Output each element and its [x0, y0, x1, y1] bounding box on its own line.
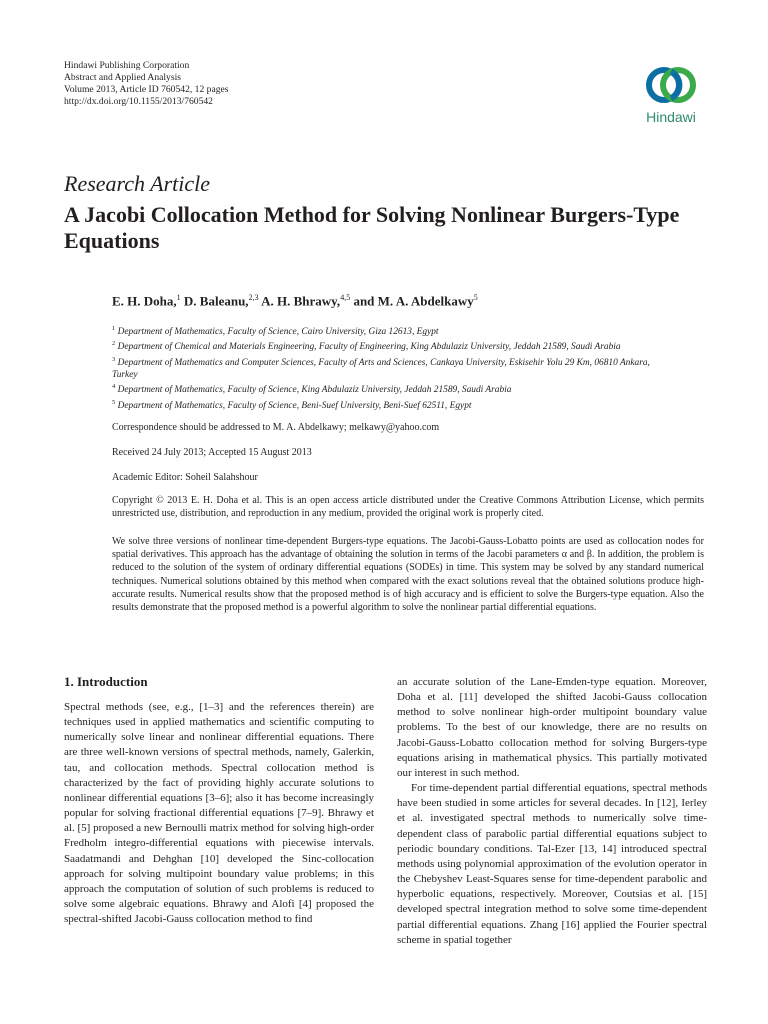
affiliation-number: 2 [112, 340, 116, 348]
received-dates: Received 24 July 2013; Accepted 15 August 2013 [112, 447, 312, 458]
affiliation-number: 4 [112, 383, 116, 391]
affiliation-number: 5 [112, 398, 116, 406]
academic-editor: Academic Editor: Soheil Salahshour [112, 472, 258, 483]
right-column [397, 675, 707, 948]
volume-info: Volume 2013, Article ID 760542, 12 pages [64, 84, 229, 95]
affiliation-item [112, 338, 712, 353]
affiliation-text: Department of Mathematics and Computer Sciences, Faculty of Arts and Sciences, Cankaya University, Eskisehir Yolu 29 Km, 06810 Ankara, Turkey [112, 357, 650, 380]
author-name: and M. A. Abdelkawy [350, 293, 474, 309]
left-column [64, 700, 374, 927]
affiliation-number: 1 [112, 325, 116, 332]
affiliation-text: Department of Mathematics, Faculty of Science, Beni-Suef University, Beni-Suef 62511, Egypt [117, 400, 472, 411]
affiliation-text: Department of Mathematics, Faculty of Science, Cairo University, Giza 12613, Egypt [117, 327, 439, 338]
affiliation-text: Department of Mathematics, Faculty of Science, King Abdulaziz University, Jeddah 21589, Saudi Arabia [117, 385, 512, 396]
copyright-notice: Copyright © 2013 E. H. Doha et al. This is an open access article distributed under the Creative Commons Attribution License, which permits unrestricted use, distribution, and reproduction in any medium, provided the original work is properly cited. [112, 495, 704, 520]
affiliation-text: Department of Chemical and Materials Engineering, Faculty of Engineering, King Abdulaziz University, Jeddah 21589, Saudi Arabia [117, 342, 621, 353]
doi-link[interactable]: http://dx.doi.org/10.1155/2013/760542 [64, 96, 213, 107]
author-affil-marker: 5 [473, 293, 478, 302]
body-paragraph: Spectral methods (see, e.g., [1–3] and the references therein) are techniques used in applied mathematics and scientific computing to numerically solve linear and nonlinear differential equations. There are three well-known versions of spectral methods, namely, Galerkin, tau, and collocation methods. Spectral collocation method is characterized by the fact of providing highly accurate solutions to nonlinear differential equations [3–6]; also it has become increasingly popular for solving fractional differential equations [7–9]. Bhrawy et al. [5] proposed a new Bernoulli matrix method for solving high-order Fredholm integro-differential equations with piecewise intervals. Saadatmandi and Dehghan [10] developed the Sinc-collocation approach for solving multipoint boundary value problems; in this approach the computation of solution of such problems is reduced to solve some algebraic equations. Bhrawy and Alofi [4] proposed the spectral-shifted Jacobi-Gauss collocation method to find [64, 701, 374, 926]
hindawi-rings-icon [636, 62, 706, 108]
logo-wordmark: Hindawi [646, 109, 696, 125]
affiliation-item [112, 397, 712, 412]
author-name: A. H. Bhrawy, [258, 293, 341, 309]
author-name: D. Baleanu, [180, 293, 249, 309]
publication-info [64, 60, 229, 108]
author-list [112, 293, 478, 309]
article-title: A Jacobi Collocation Method for Solving Nonlinear Burgers-Type Equations [64, 202, 680, 253]
publisher-name: Hindawi Publishing Corporation [64, 60, 190, 71]
body-paragraph: For time-dependent partial differential equations, spectral methods have been studied in some articles for several decades. In [12], Ierley et al. investigated spectral methods to numerically solve time-dependent class of parabolic partial differential equations subject to periodic boundary conditions. Tal-Ezer [13, 14] introduced spectral methods using polynomial approximation of the evolution operator in the Chebyshev Least-Squares sense for time-dependent parabolic and hyperbolic equations, respectively. Moreover, Coutsias et al. [15] developed spectral integration method to solve some time-dependent partial differential equations. Zhang [16] applied the Fourier spectral scheme in spatial together [397, 782, 707, 946]
author-affil-marker: 4,5 [340, 293, 351, 302]
author-affil-marker: 2,3 [248, 293, 259, 302]
affiliation-item [112, 323, 712, 338]
body-paragraph: an accurate solution of the Lane-Emden-type equation. Moreover, Doha et al. [11] developed the shifted Jacobi-Gauss collocation method to solve nonlinear high-order multipoint boundary value problems. To the best of our knowledge, there are no results on Jacobi-Gauss-Lobatto collocation method for solving Burgers-type equations arising in mathematical physics. This partially motivated our interest in such method. [397, 676, 707, 779]
affiliation-list [112, 323, 712, 412]
abstract: We solve three versions of nonlinear time-dependent Burgers-type equations. The Jacobi-Gauss-Lobatto points are used as collocation nodes for spatial derivatives. This approach has the advantage of obtaining the solution in terms of the Jacobi parameters α and β. In addition, the problem is reduced to the solution of the system of ordinary differential equations (SODEs) in time. This system may be solved by any standard numerical techniques. Numerical solutions obtained by this method when compared with the exact solutions reveal that the obtained solutions produce high-accurate results. Numerical results show that the proposed method is of high accuracy and is efficient to solve the Burgers-type equation. Also the results demonstrate that the proposed method is a powerful algorithm to solve the nonlinear partial differential equations. [112, 536, 704, 614]
affiliation-item [112, 354, 712, 382]
affiliation-number: 3 [112, 355, 116, 363]
journal-name: Abstract and Applied Analysis [64, 72, 181, 83]
affiliation-item [112, 381, 712, 396]
author-name: E. H. Doha, [112, 293, 177, 309]
article-type: Research Article [64, 171, 211, 196]
correspondence: Correspondence should be addressed to M. A. Abdelkawy; melkawy@yahoo.com [112, 422, 440, 433]
author-affil-marker: 1 [176, 293, 181, 302]
hindawi-logo [636, 62, 706, 137]
section-heading: 1. Introduction [64, 674, 148, 689]
